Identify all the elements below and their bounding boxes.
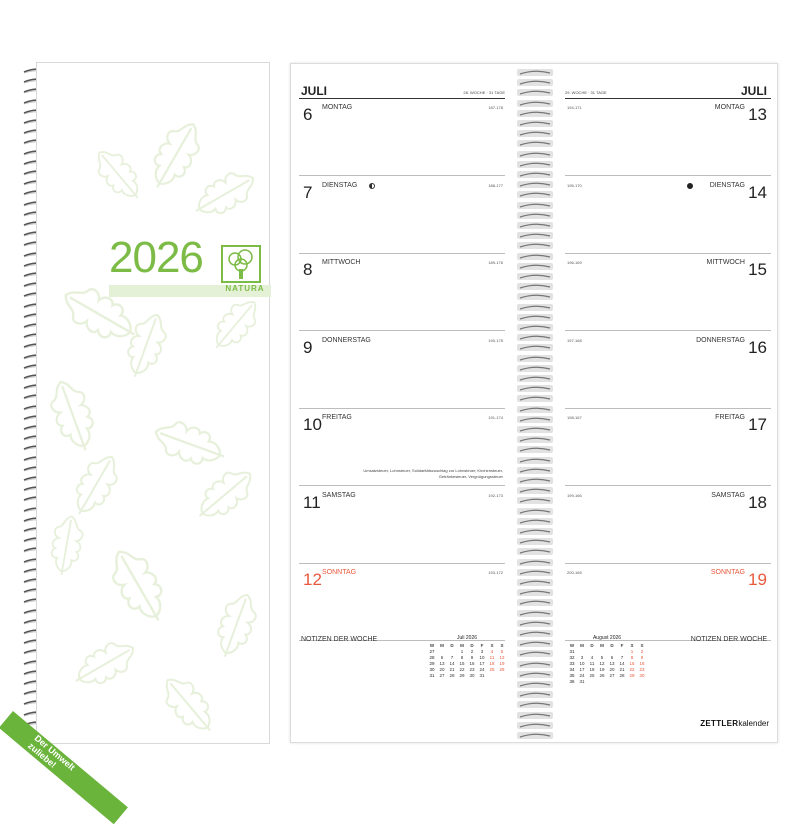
day-name: DONNERSTAG [322,336,371,344]
binding-ring [517,119,553,128]
mini-calendar-header: S [630,643,634,648]
mini-calendar-day: 27 [609,673,615,678]
binding-ring [517,231,553,240]
mini-calendar-week: 27 [429,649,435,654]
binding-ring [517,292,553,301]
binding-ring [517,568,553,577]
day-row[interactable] [565,177,771,254]
binding-ring [517,88,553,97]
mini-calendar-week: 31 [429,673,435,678]
mini-calendar-day: 29 [629,673,635,678]
day-name: FREITAG [715,414,745,421]
right-page [557,64,779,742]
day-of-year-count: 193-172 [488,570,503,575]
binding-ring [517,201,553,210]
binding-ring [517,241,553,250]
mini-calendar-day: 20 [609,667,615,672]
day-row[interactable] [299,254,505,331]
binding-ring [517,578,553,587]
binding-ring [517,78,553,87]
mini-calendar-day: 4 [490,649,494,654]
binding-ring [517,456,553,465]
mini-calendar-day: 7 [620,655,624,660]
day-of-year-count: 197-168 [567,337,582,343]
binding-ring [517,323,553,332]
oak-leaf-icon [65,449,125,522]
oak-leaf-icon [188,164,261,224]
mini-calendar-day: 24 [579,673,585,678]
oak-leaf-icon [142,116,208,196]
day-of-year-count: 190-175 [488,337,503,343]
mini-calendar-day: 28 [619,673,625,678]
mini-calendar-day: 11 [589,661,595,666]
mini-calendar-week: 28 [429,655,435,660]
binding-ring [517,374,553,383]
day-number: 11 [303,492,321,512]
binding-ring [517,486,553,495]
mini-calendar-day: 3 [480,649,484,654]
mini-calendar-day [637,679,647,685]
mini-calendar-day: 18 [489,661,495,666]
day-number: 12 [303,570,322,589]
mini-calendar-day: 30 [639,673,645,678]
day-row[interactable] [565,487,771,564]
binding-ring [517,639,553,648]
mini-calendar-day: 6 [610,655,614,660]
binding-ring [517,670,553,679]
mini-calendar-day: 16 [469,661,475,666]
binding-ring [517,180,553,189]
mini-calendar-day: 28 [449,673,455,678]
mini-calendar-header: F [620,643,624,648]
mini-calendar-day: 5 [500,649,504,654]
binding-ring [517,394,553,403]
binding-ring [517,476,553,485]
binding-ring [517,364,553,373]
eco-ribbon-text: Der Umwelt zuliebe! [26,733,77,773]
mini-calendar-day: 25 [589,673,595,678]
day-number: 9 [303,337,313,357]
day-number: 10 [303,415,322,434]
first-quarter-moon-icon [369,183,375,189]
day-row[interactable] [299,564,505,641]
binding-ring [517,496,553,505]
mini-calendar-day: 9 [640,655,644,660]
binding-ring [517,425,553,434]
binding-ring [517,680,553,689]
day-number: 14 [748,182,767,202]
day-row[interactable] [565,332,771,409]
day-name: DONNERSTAG [696,336,745,344]
mini-calendar-day: 2 [640,649,644,654]
binding-ring [517,547,553,556]
day-of-year-count: 188-177 [488,182,503,188]
month-title: JULI [740,84,767,98]
day-number: 13 [748,105,767,124]
day-row[interactable] [299,487,505,564]
binding-ring [517,629,553,638]
oak-leaf-icon [150,416,230,473]
new-moon-icon [687,183,693,189]
day-row[interactable] [565,564,771,641]
mini-calendar-day: 23 [639,667,645,672]
day-name: SONNTAG [322,569,357,576]
mini-calendar-day [597,679,607,685]
brand-name-regular: kalender [738,719,769,728]
mini-calendar-header: D [590,643,594,648]
week-info: 29. WOCHE · 31 TAGE [565,90,607,95]
oak-leaf-pattern [37,63,271,745]
binding-ring [517,303,553,312]
binding-ring [517,354,553,363]
mini-calendar-day: 11 [489,655,495,660]
day-number: 18 [748,492,767,512]
binding-ring [517,190,553,199]
binding-ring [517,507,553,516]
mini-calendar-header: M [580,643,584,648]
mini-calendar-day: 26 [599,673,605,678]
binding-ring [517,711,553,720]
mini-calendar-week: 31 [569,649,575,654]
cover-logo-label: NATURA [225,284,265,293]
binding-ring [517,170,553,179]
day-row[interactable] [299,409,505,486]
mini-calendar-day: 17 [479,661,485,666]
mini-calendar-day: 9 [470,655,474,660]
day-of-year-count: 187-178 [488,105,503,110]
mini-calendar-header: D [470,643,474,648]
mini-calendar-day: 22 [459,667,465,672]
day-of-year-count: 194-171 [567,105,582,110]
day-name: DIENSTAG [709,181,745,189]
oak-leaf-icon [103,542,175,629]
binding-ring [517,139,553,148]
mini-calendar-grid [427,643,507,679]
mini-calendar-day [607,679,617,685]
mini-calendar-day: 24 [479,667,485,672]
binding-ring [517,262,553,271]
notes-label: NOTIZEN DER WOCHE [301,636,378,643]
day-row[interactable] [299,177,505,254]
mini-calendar-day [617,679,627,685]
binding-ring [517,99,553,108]
day-name: MITTWOCH [706,259,745,266]
binding-ring [517,313,553,322]
mini-calendar-grid [567,643,647,685]
calendar-cover [26,62,270,773]
mini-calendar-day: 10 [479,655,485,660]
day-of-year-count: 191-174 [488,415,503,420]
binding-ring [517,558,553,567]
binding-ring [517,150,553,159]
binding-ring [517,211,553,220]
mini-calendar-day: 15 [459,661,465,666]
mini-calendar-title: Juli 2026 [456,635,477,641]
mini-calendar-day: 12 [499,655,505,660]
mini-calendar-header: S [640,643,644,648]
mini-calendar-day: 22 [629,667,635,672]
cover-year: 2026 [109,233,203,282]
mini-calendar-day: 5 [600,655,604,660]
binding-ring [517,415,553,424]
oak-leaf-icon [89,143,149,207]
mini-calendar-title: August 2026 [592,635,622,641]
mini-calendar-day: 20 [439,667,445,672]
binding-ring [517,588,553,597]
mini-calendar-july [427,635,507,679]
day-of-year-count: 200-165 [567,570,582,575]
oak-leaf-icon [205,293,265,357]
mini-calendar-day: 29 [459,673,465,678]
day-row[interactable] [565,254,771,331]
mini-calendar-week: 30 [429,667,435,672]
binding-ring [517,343,553,352]
binding-ring [517,129,553,138]
binding-ring [517,598,553,607]
mini-calendar-day: 14 [449,661,455,666]
mini-calendar-day: 14 [619,661,625,666]
mini-calendar-day: 4 [590,655,594,660]
mini-calendar-week: 33 [569,661,575,666]
mini-calendar-header: D [610,643,614,648]
mini-calendar-header: D [450,643,454,648]
binding-ring [517,537,553,546]
mini-calendar-day: 8 [460,655,464,660]
oak-leaf-icon [156,670,222,741]
day-of-year-count: 199-166 [567,492,582,498]
mini-calendar-day: 16 [639,661,645,666]
mini-calendar-day: 3 [580,655,584,660]
day-name: MONTAG [322,104,353,111]
mini-calendar-day: 31 [579,679,585,684]
mini-calendar-day: 23 [469,667,475,672]
mini-calendar-header: W [429,643,435,648]
mini-calendar-day: 31 [479,673,485,678]
day-name: SONNTAG [710,569,745,576]
binding-ring [517,405,553,414]
oak-leaf-icon [210,589,262,662]
day-name: SAMSTAG [322,491,356,499]
binding-ring [517,160,553,169]
day-of-year-count: 195-170 [567,182,582,188]
day-name: DIENSTAG [322,181,358,189]
day-name: MITTWOCH [322,259,361,266]
day-number: 16 [748,337,767,357]
month-title: JULI [301,84,328,98]
mini-calendar-header: M [460,643,464,648]
mini-calendar-day: 17 [579,667,585,672]
binding-ring [517,609,553,618]
day-row[interactable] [299,332,505,409]
oak-leaf-icon [45,376,102,456]
day-row[interactable] [565,409,771,486]
mini-calendar-day [587,679,597,685]
binding-ring [517,68,553,77]
day-number: 17 [748,415,767,434]
mini-calendar-day [497,673,507,679]
binding-ring [517,619,553,628]
binding-ring [517,435,553,444]
day-of-year-count: 196-169 [567,260,582,265]
mini-calendar-day: 18 [589,667,595,672]
mini-calendar-day: 21 [449,667,455,672]
mini-calendar-week: 29 [429,661,435,666]
brand-logo [700,719,769,728]
mini-calendar-day [487,673,497,679]
mini-calendar-header: M [440,643,444,648]
spiral-binding [513,64,557,742]
mini-calendar-header: S [490,643,494,648]
binding-ring [517,272,553,281]
mini-calendar-week: 34 [569,667,575,672]
mini-calendar-day: 1 [630,649,634,654]
mini-calendar-day: 13 [609,661,615,666]
left-page [291,64,513,742]
binding-ring [517,109,553,118]
mini-calendar-day [627,679,637,685]
day-row[interactable] [565,99,771,176]
mini-calendar-day: 6 [440,655,444,660]
mini-calendar-header: S [500,643,504,648]
mini-calendar-day: 26 [499,667,505,672]
binding-ring [517,384,553,393]
day-name: FREITAG [322,414,352,421]
mini-calendar-header: F [480,643,484,648]
mini-calendar-day: 1 [460,649,464,654]
mini-calendar-august [567,635,647,685]
day-of-year-count: 192-173 [488,492,503,498]
mini-calendar-day: 10 [579,661,585,666]
mini-calendar-day: 15 [629,661,635,666]
mini-calendar-day: 7 [450,655,454,660]
open-week-planner [290,63,778,743]
binding-ring [517,690,553,699]
mini-calendar-header: W [569,643,575,648]
mini-calendar-day: 8 [630,655,634,660]
binding-ring [517,700,553,709]
notes-label: NOTIZEN DER WOCHE [690,636,767,643]
day-number: 6 [303,105,313,124]
oak-leaf-icon [48,514,86,577]
week-info: 28. WOCHE · 31 TAGE [463,90,505,95]
day-number: 7 [303,182,313,202]
oak-leaf-icon [68,634,141,694]
binding-ring [517,466,553,475]
mini-calendar-day: 13 [439,661,445,666]
day-number: 19 [748,570,767,589]
binding-ring [517,721,553,730]
mini-calendar-day: 27 [439,673,445,678]
mini-calendar-day: 12 [599,661,605,666]
binding-ring [517,333,553,342]
mini-calendar-day: 25 [489,667,495,672]
binding-ring [517,527,553,536]
day-name: SAMSTAG [711,491,745,499]
binding-ring [517,221,553,230]
day-of-year-count: 198-167 [567,415,582,420]
mini-calendar-week: 32 [569,655,575,660]
mini-calendar-week: 36 [569,679,575,684]
binding-ring [517,660,553,669]
binding-ring [517,282,553,291]
mini-calendar-day: 19 [499,661,505,666]
binding-ring [517,252,553,261]
tax-note: Umsatzsteuer, Lohnsteuer, Solidaritätszuschlag zur Lohnsteuer, Kirchensteuer, Getränkesteuer, Vergnügungssteuer [363,468,503,479]
day-name: MONTAG [714,104,745,111]
mini-calendar-day: 19 [599,667,605,672]
mini-calendar-day: 2 [470,649,474,654]
day-number: 8 [303,260,313,279]
binding-ring [517,731,553,740]
mini-calendar-header: M [600,643,604,648]
binding-ring [517,649,553,658]
mini-calendar-day: 21 [619,667,625,672]
mini-calendar-day: 30 [469,673,475,678]
mini-calendar-week: 35 [569,673,575,678]
oak-leaf-icon [189,462,260,528]
binding-ring [517,445,553,454]
day-of-year-count: 189-176 [488,260,503,265]
day-row[interactable] [299,99,505,176]
brand-name-bold: ZETTLER [700,719,739,728]
binding-ring [517,517,553,526]
day-number: 15 [748,260,767,279]
